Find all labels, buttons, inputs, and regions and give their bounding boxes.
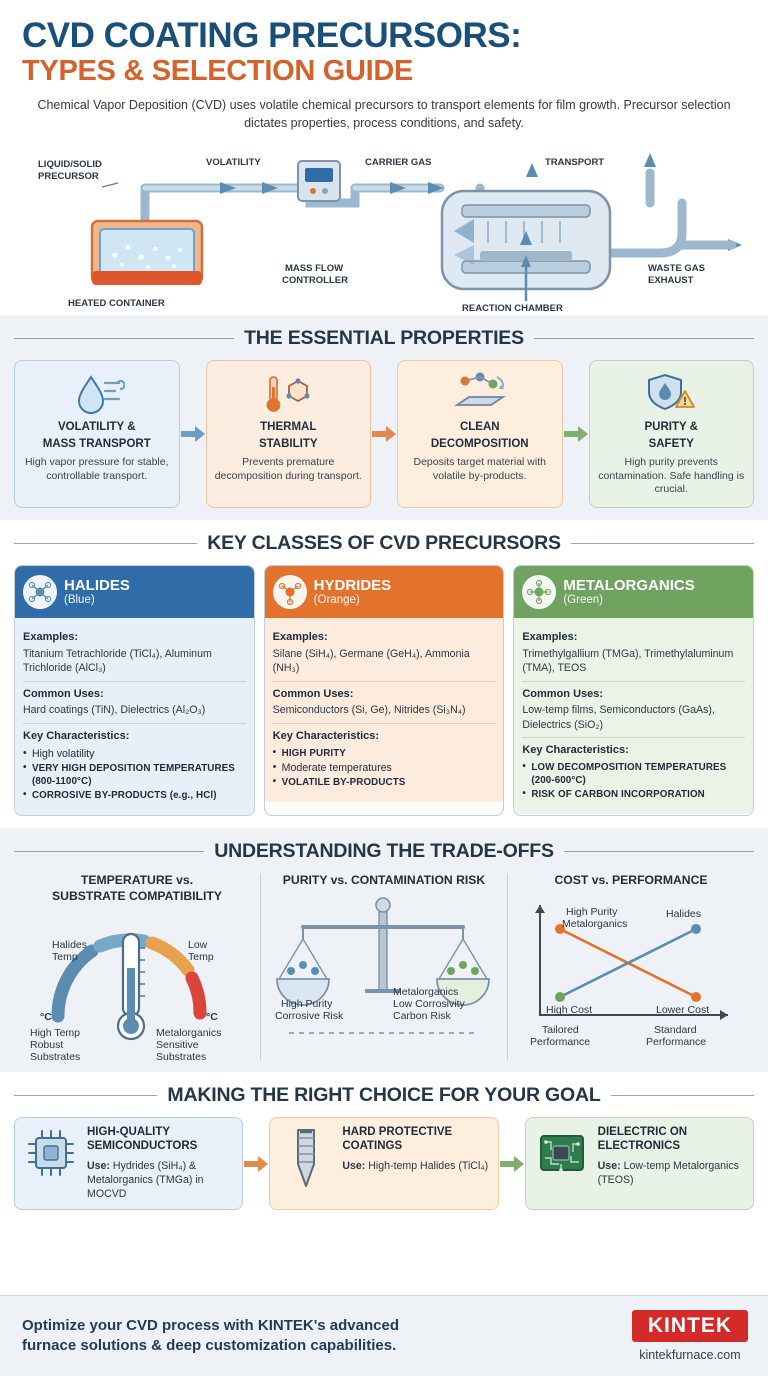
tradeoffs-row: [14, 873, 754, 1060]
arrow-icon-5: [499, 1117, 525, 1210]
class-name: METALORGANICS: [563, 577, 695, 595]
label-mass-flow-1: MASS FLOW: [285, 262, 344, 274]
examples-block: [522, 625, 745, 680]
rule-left: [14, 338, 234, 339]
choice-title-line2: ELECTRONICS: [597, 1139, 681, 1152]
arrow-icon-2: [371, 360, 397, 509]
class-name: HALIDES: [64, 577, 130, 595]
page-title-line2: TYPES & SELECTION GUIDE: [22, 55, 414, 87]
cost-top-left-1: High Purity: [566, 905, 618, 918]
label-carrier-gas: CARRIER GAS: [365, 156, 432, 168]
class-body-metalorganics: [514, 618, 753, 814]
property-card-thermal-stability: [206, 360, 372, 509]
cvd-process-diagram: [10, 143, 758, 315]
uses-text: Low-temp films, Semiconductors (GaAs), Dielectrics (SiO₂): [522, 704, 715, 731]
choice-title-line2: COATINGS: [342, 1139, 403, 1152]
characteristics-list: [273, 747, 496, 790]
uses-label: Common Uses:: [522, 687, 604, 700]
rule-left: [14, 543, 197, 544]
class-color-label: (Green): [563, 593, 603, 606]
rule-left: [14, 1095, 157, 1096]
tradeoff-title-line1: TEMPERATURE vs.: [80, 873, 194, 888]
footer: [0, 1295, 768, 1376]
gauge-thermometer-figure: [20, 908, 254, 1060]
essential-properties-section: [0, 315, 768, 521]
list-item: • VERY HIGH DEPOSITION TEMPERATURES (800-1100°C): [23, 762, 246, 788]
choice-use-label: Use:: [342, 1159, 366, 1172]
thermometer-molecule-icon: [215, 369, 363, 417]
cost-mid-right: Lower Cost: [656, 1003, 710, 1016]
label-mass-flow-2: CONTROLLER: [282, 274, 348, 286]
molecule-icon-metalorganics: [522, 575, 556, 609]
gauge-left-bottom-1: High Temp: [30, 1026, 80, 1039]
molecule-icon-hydrides: [273, 575, 307, 609]
characteristics-list: [23, 747, 246, 803]
property-card-clean-decomposition: [397, 360, 563, 509]
section-title-tradeoffs: UNDERSTANDING THE TRADE-OFFS: [214, 840, 554, 863]
brand-logo: KINTEK: [632, 1310, 748, 1342]
header: [0, 0, 768, 139]
balance-scale-figure: [267, 893, 501, 1045]
tradeoff-title: COST vs. PERFORMANCE: [554, 873, 708, 888]
characteristics-label: Key Characteristics:: [272, 729, 380, 742]
arrow-icon-3: [563, 360, 589, 509]
list-item: • High volatility: [23, 747, 246, 761]
label-volatility: VOLATILITY: [206, 156, 261, 168]
examples-label: Examples:: [23, 631, 79, 644]
tradeoff-title: PURITY vs. CONTAMINATION RISK: [282, 873, 486, 888]
balance-right-1: Metalorganics: [393, 985, 459, 998]
property-title-line2: SAFETY: [648, 438, 694, 451]
class-color-label: (Blue): [64, 593, 95, 606]
rule-right: [564, 851, 754, 852]
section-title-classes: KEY CLASSES OF CVD PRECURSORS: [207, 532, 561, 555]
class-card-halides: [14, 565, 255, 816]
section-header-classes: [14, 532, 754, 555]
list-item: • Moderate temperatures: [273, 761, 496, 775]
page-subtitle: Chemical Vapor Deposition (CVD) uses volatile chemical precursors to transport elements for film growth. Precursor selection dictates properties, process conditions, and safety.: [37, 98, 731, 131]
label-liquid-solid-2: PRECURSOR: [38, 170, 99, 182]
arrow-icon-1: [180, 360, 206, 509]
choice-use-text: [598, 1159, 745, 1188]
gauge-left-bottom-3: Substrates: [30, 1050, 81, 1060]
gauge-right-top-1: Low: [188, 938, 208, 951]
examples-block: [273, 625, 496, 680]
droplet-wind-icon: [23, 369, 171, 417]
property-title-line1: CLEAN: [459, 420, 500, 433]
tradeoff-title-line2: SUBSTRATE COMPATIBILITY: [52, 888, 222, 903]
choice-use-value: High-temp Halides (TiCl₄): [368, 1159, 489, 1172]
cost-mid-left: High Cost: [546, 1003, 593, 1016]
class-header-halides: [15, 566, 254, 618]
property-title-line1: VOLATILITY &: [57, 420, 136, 433]
label-transport: TRANSPORT: [545, 156, 605, 168]
class-card-hydrides: [264, 565, 505, 816]
section-header-choices: [14, 1084, 754, 1107]
cost-bottom-left-1: Tailored: [542, 1023, 579, 1036]
cost-bottom-left-2: Performance: [530, 1035, 591, 1045]
tradeoff-purity: [260, 873, 507, 1060]
cost-bottom-right-1: Standard: [654, 1023, 697, 1036]
choices-row: [14, 1117, 754, 1210]
class-name-block: [563, 578, 694, 606]
balance-left-1: High Purity: [281, 997, 333, 1010]
pcb-icon: [534, 1126, 590, 1180]
label-liquid-solid-1: LIQUID/SOLID: [38, 158, 102, 170]
section-header-properties: [14, 327, 754, 350]
uses-block: [273, 681, 496, 723]
class-name-block: [314, 578, 392, 606]
cost-performance-chart: [514, 893, 748, 1045]
right-choice-section: [0, 1072, 768, 1222]
section-header-tradeoffs: [14, 840, 754, 863]
rule-left: [14, 851, 204, 852]
examples-label: Examples:: [272, 631, 328, 644]
choice-text-block: [342, 1126, 488, 1173]
footer-message-line1: Optimize your CVD process with KINTEK's advanced: [22, 1316, 399, 1334]
choice-card-hard-coatings: [269, 1117, 498, 1210]
characteristics-label: Key Characteristics:: [23, 729, 130, 742]
gauge-right-top-2: Temp: [188, 950, 214, 963]
rule-right: [611, 1095, 754, 1096]
choice-use-value: Low-temp Metalorganics (TEOS): [597, 1159, 739, 1186]
gauge-unit-left: °C: [40, 1010, 52, 1023]
choice-use-text: [87, 1159, 234, 1202]
tradeoff-cost: [507, 873, 754, 1060]
cost-bottom-right-2: Performance: [646, 1035, 707, 1045]
class-body-halides: [15, 618, 254, 815]
cost-top-left-2: Metalorganics: [562, 917, 628, 930]
chip-icon: [23, 1126, 79, 1180]
gauge-right-bottom-3: Substrates: [156, 1050, 207, 1060]
gauge-right-bottom-1: Metalorganics: [156, 1026, 222, 1039]
property-desc: High vapor pressure for stable, controllable transport.: [24, 456, 169, 482]
choice-title-line1: HIGH-QUALITY: [87, 1125, 171, 1138]
class-color-label: (Orange): [313, 593, 360, 606]
uses-block: [522, 681, 745, 737]
choice-use-value: Hydrides (SiH₄) & Metalorganics (TMGa) in MOCVD: [87, 1159, 204, 1201]
properties-row: [14, 360, 754, 509]
examples-text: Silane (SiH₄), Germane (GeH₄), Ammonia (NH₃): [272, 647, 470, 675]
choice-text-block: [598, 1126, 745, 1187]
cost-top-right: Halides: [666, 907, 702, 920]
section-title-choices: MAKING THE RIGHT CHOICE FOR YOUR GOAL: [167, 1083, 601, 1106]
examples-text: Titanium Tetrachloride (TiCl₄), Aluminum Trichloride (AlCl₃): [23, 647, 212, 675]
characteristics-list: [522, 761, 745, 802]
deposition-icon: [406, 369, 554, 417]
characteristics-block: [522, 737, 745, 807]
characteristics-label: Key Characteristics:: [522, 743, 629, 756]
class-header-metalorganics: [514, 566, 753, 618]
list-item: • VOLATILE BY-PRODUCTS: [273, 776, 496, 789]
gauge-right-bottom-2: Sensitive: [156, 1038, 199, 1051]
brand-block: [632, 1310, 748, 1362]
label-reaction-chamber: REACTION CHAMBER: [462, 302, 563, 314]
rule-right: [571, 543, 754, 544]
uses-block: [23, 681, 246, 723]
balance-left-2: Corrosive Risk: [275, 1009, 344, 1022]
tradeoffs-section: [0, 828, 768, 1072]
label-waste-gas-1: WASTE GAS: [648, 262, 706, 274]
label-heated-container: HEATED CONTAINER: [68, 297, 165, 309]
examples-block: [23, 625, 246, 680]
property-desc: High purity prevents contamination. Safe handling is crucial.: [598, 456, 745, 496]
choice-use-text: [342, 1159, 488, 1173]
gauge-left-top-1: Halides: [52, 938, 88, 951]
balance-right-3: Carbon Risk: [393, 1009, 451, 1022]
label-waste-gas-2: EXHAUST: [648, 274, 694, 286]
tradeoff-temperature: [14, 873, 260, 1060]
list-item: • CORROSIVE BY-PRODUCTS (e.g., HCl): [23, 789, 246, 802]
property-desc: Deposits target material with volatile by-products.: [413, 456, 546, 482]
uses-label: Common Uses:: [23, 687, 104, 700]
uses-label: Common Uses:: [272, 687, 354, 700]
property-title-line1: PURITY &: [644, 420, 698, 433]
property-title-line2: DECOMPOSITION: [430, 438, 529, 451]
classes-row: [14, 565, 754, 816]
choice-text-block: [87, 1126, 234, 1201]
choice-title-line2: SEMICONDUCTORS: [87, 1139, 198, 1152]
footer-message-line2: furnace solutions & deep customization capabilities.: [22, 1337, 397, 1354]
class-body-hydrides: [265, 618, 504, 802]
choice-use-label: Use:: [87, 1159, 110, 1172]
list-item: • RISK OF CARBON INCORPORATION: [522, 788, 745, 801]
class-name-block: [64, 578, 130, 606]
gauge-left-top-2: Temp: [52, 950, 78, 963]
property-card-volatility: [14, 360, 180, 509]
property-desc: Prevents premature decomposition during transport.: [214, 456, 362, 482]
choice-use-label: Use:: [597, 1159, 621, 1172]
rule-right: [534, 338, 754, 339]
choice-card-dielectric: [525, 1117, 754, 1210]
examples-text: Trimethylgallium (TMGa), Trimethylaluminum (TMA), TEOS: [522, 647, 734, 675]
molecule-icon-halides: [23, 575, 57, 609]
choice-title-line1: HARD PROTECTIVE: [342, 1125, 453, 1138]
balance-right-2: Low Corrosivity: [393, 997, 465, 1010]
property-title-line1: THERMAL: [260, 420, 317, 433]
uses-text: Semiconductors (Si, Ge), Nitrides (Si₃N₄): [272, 704, 466, 717]
section-title-properties: THE ESSENTIAL PROPERTIES: [244, 326, 524, 349]
property-title-line2: STABILITY: [258, 438, 318, 451]
property-card-purity-safety: [589, 360, 755, 509]
key-classes-section: [0, 520, 768, 828]
class-card-metalorganics: [513, 565, 754, 816]
list-item: • HIGH PURITY: [273, 747, 496, 760]
examples-label: Examples:: [522, 631, 578, 644]
arrow-icon-4: [243, 1117, 269, 1210]
list-item: • LOW DECOMPOSITION TEMPERATURES (200-600°C): [522, 761, 745, 787]
shield-warning-icon: [598, 369, 746, 417]
footer-message: [22, 1316, 399, 1357]
property-title-line2: MASS TRANSPORT: [42, 438, 151, 451]
gauge-unit-right: °C: [206, 1010, 218, 1023]
brand-url[interactable]: kintekfurnace.com: [639, 1348, 741, 1362]
characteristics-block: [273, 723, 496, 795]
screw-icon: [278, 1126, 334, 1192]
class-header-hydrides: [265, 566, 504, 618]
choice-title-line1: DIELECTRIC ON: [597, 1125, 688, 1138]
uses-text: Hard coatings (TiN), Dielectrics (Al₂O₃): [23, 704, 206, 717]
choice-card-semiconductors: [14, 1117, 243, 1210]
characteristics-block: [23, 723, 246, 808]
page-title-line1: CVD COATING PRECURSORS:: [22, 16, 522, 55]
gauge-left-bottom-2: Robust: [30, 1038, 64, 1051]
class-name: HYDRIDES: [313, 577, 392, 595]
